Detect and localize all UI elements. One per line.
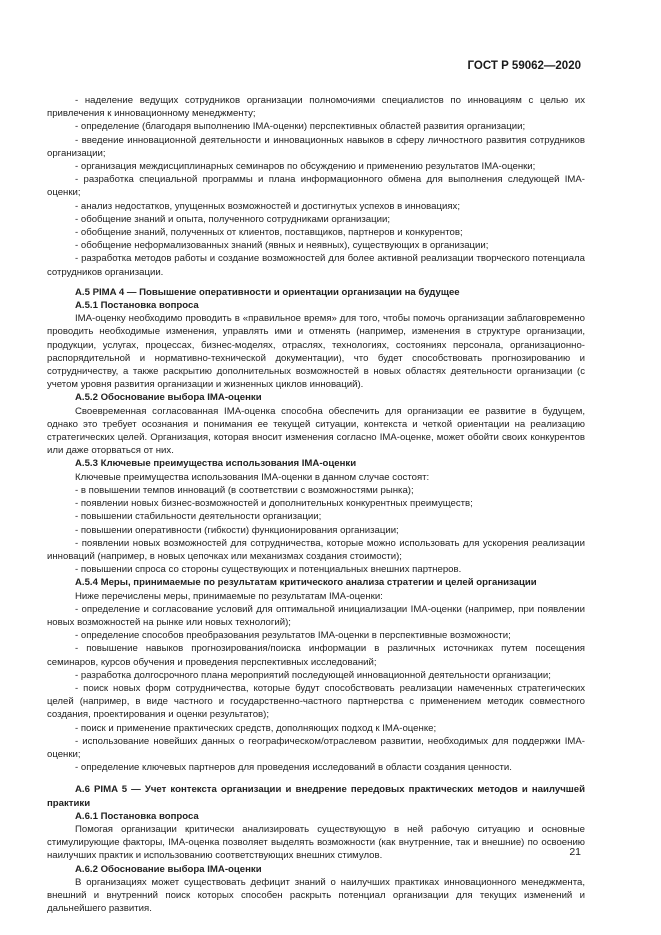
- paragraph: В организациях может существовать дефицит знаний о наилучших практиках инновационного менеджмента, внешний и внутренний поиск которых способен раскрыть потенциал организации для текущих изменений и дальнейшего развития.: [47, 876, 585, 915]
- paragraph: Ниже перечислены меры, принимаемые по результатам IMA-оценки:: [75, 590, 383, 602]
- paragraph: - разработка специальной программы и плана информационного обмена для выполнения следующей IMA-оценки;: [47, 174, 585, 199]
- paragraph: Ключевые преимущества использования IMA-оценки в данном случае состоят:: [75, 471, 430, 483]
- section-heading: А.5.1 Постановка вопроса: [75, 300, 199, 312]
- paragraph: - разработка долгосрочного плана мероприятий последующей инновационной деятельности организации;: [75, 669, 551, 681]
- paragraph: - наделение ведущих сотрудников организации полномочиями специалистов по инновациям с целью их привлечения к инновационному менеджменту;: [47, 95, 585, 120]
- paragraph: Помогая организации критически анализировать существующую в ней рабочую ситуацию и основные стимулирующие факторы, IMA-оценка позволяет выделять возможности (как внутренние, так и внешние) по освоению наилучших практик и использованию соответствующих внешних стимулов.: [47, 823, 585, 862]
- paragraph: - использование новейших данных о географическом/отраслевом развитии, необходимых для поддержки IMA-оценки;: [47, 735, 585, 760]
- paragraph: - повышении оперативности (гибкости) функционирования организации;: [75, 524, 399, 536]
- paragraph: - в повышении темпов инноваций (в соответствии с возможностями рынка);: [75, 484, 414, 496]
- paragraph: - повышении спроса со стороны существующих и потенциальных внешних партнеров.: [75, 564, 462, 576]
- paragraph: - разработка методов работы и создание возможностей для более активной реализации творческого потенциала сотрудников организации.: [47, 253, 585, 278]
- section-heading: А.5.3 Ключевые преимущества использования IMA-оценки: [75, 458, 357, 470]
- section-heading: А.5 PIMA 4 — Повышение оперативности и ориентации организации на будущее: [75, 286, 460, 298]
- paragraph: - появлении новых бизнес-возможностей и дополнительных конкурентных преимуществ;: [75, 498, 473, 510]
- paragraph: - обобщение неформализованных знаний (явных и неявных), существующих в организации;: [75, 240, 489, 252]
- section-heading: А.5.2 Обоснование выбора IMA-оценки: [75, 392, 262, 404]
- section-heading: А.5.4 Меры, принимаемые по результатам критического анализа стратегии и целей организации: [75, 577, 537, 589]
- paragraph: - определение способов преобразования результатов IMA-оценки в перспективные возможности;: [75, 630, 511, 642]
- paragraph: - определение и согласование условий для оптимальной инициализации IMA-оценки (например, при появлении новых возможностей на рынке или новых технологий);: [47, 603, 585, 628]
- document-body: [47, 94, 585, 915]
- standard-designation: ГОСТ Р 59062—2020: [467, 60, 581, 72]
- paragraph: - организация междисциплинарных семинаров по обсуждению и применению результатов IMA-оценки;: [75, 161, 536, 173]
- paragraph: - поиск новых форм сотрудничества, которые будут способствовать реализации намеченных стратегических целей (например, в виде частного и государственно-частного партнерства с применением методик совместного создания, проектирования и оценки результатов);: [47, 682, 585, 721]
- paragraph: - определение ключевых партнеров для проведения исследований в области создания ценности.: [75, 762, 512, 774]
- paragraph: - поиск и применение практических средств, дополняющих подход к IMA-оценке;: [75, 722, 437, 734]
- paragraph: - обобщение знаний, полученных от клиентов, поставщиков, партнеров и конкурентов;: [75, 227, 463, 239]
- paragraph: - анализ недостатков, упущенных возможностей и достигнутых успехов в инновациях;: [75, 200, 461, 212]
- paragraph: - повышение навыков прогнозирования/поиска информации в различных источниках путем посещения семинаров, курсов обучения и проведения перспективных исследований;: [47, 643, 585, 668]
- paragraph: Своевременная согласованная IMA-оценка способна обеспечить для организации ее развитие в будущем, однако это требует осознания и понимания ее текущей ситуации, контекста и четкой ориентации на реализацию стратегических целей. Организация, которая вносит изменения согласно IMA-оценке, может обойти своих конкурентов или даже оторваться от них.: [47, 405, 585, 457]
- paragraph: - определение (благодаря выполнению IMA-оценки) перспективных областей развития организации;: [75, 121, 526, 133]
- page-number: 21: [569, 846, 581, 858]
- section-heading: А.6.1 Постановка вопроса: [75, 810, 199, 822]
- paragraph: - повышении стабильности деятельности организации;: [75, 511, 322, 523]
- paragraph: IMA-оценку необходимо проводить в «правильное время» для того, чтобы помочь организации заблаговременно проводить необходимые изменения, управлять ими и отменять (например, изменения в структуре организации, продукции, услугах, процессах, бизнес-моделях, отраслях, технологиях, состояниях персонала, организационно-распорядительной и нормативно-технической документации), что будет способствовать прогнозированию и сотрудничеству, а также раскрытию дополнительных возможностей в новых областях деятельности организации (с учетом уровня развития организации и жизненных циклов инноваций).: [47, 313, 585, 391]
- paragraph: - появлении новых возможностей для сотрудничества, которые можно использовать для ускорения реализации инноваций (например, в новых цепочках или механизмах создания стоимости);: [47, 537, 585, 562]
- section-heading: А.6.2 Обоснование выбора IMA-оценки: [75, 863, 262, 875]
- paragraph: - обобщение знаний и опыта, полученного сотрудниками организации;: [75, 213, 391, 225]
- section-heading: А.6 PIMA 5 — Учет контекста организации и внедрение передовых практических методов и наилучшей практики: [47, 784, 585, 809]
- paragraph: - введение инновационной деятельности и инновационных навыков в сферу личностного развития сотрудников организации;: [47, 134, 585, 159]
